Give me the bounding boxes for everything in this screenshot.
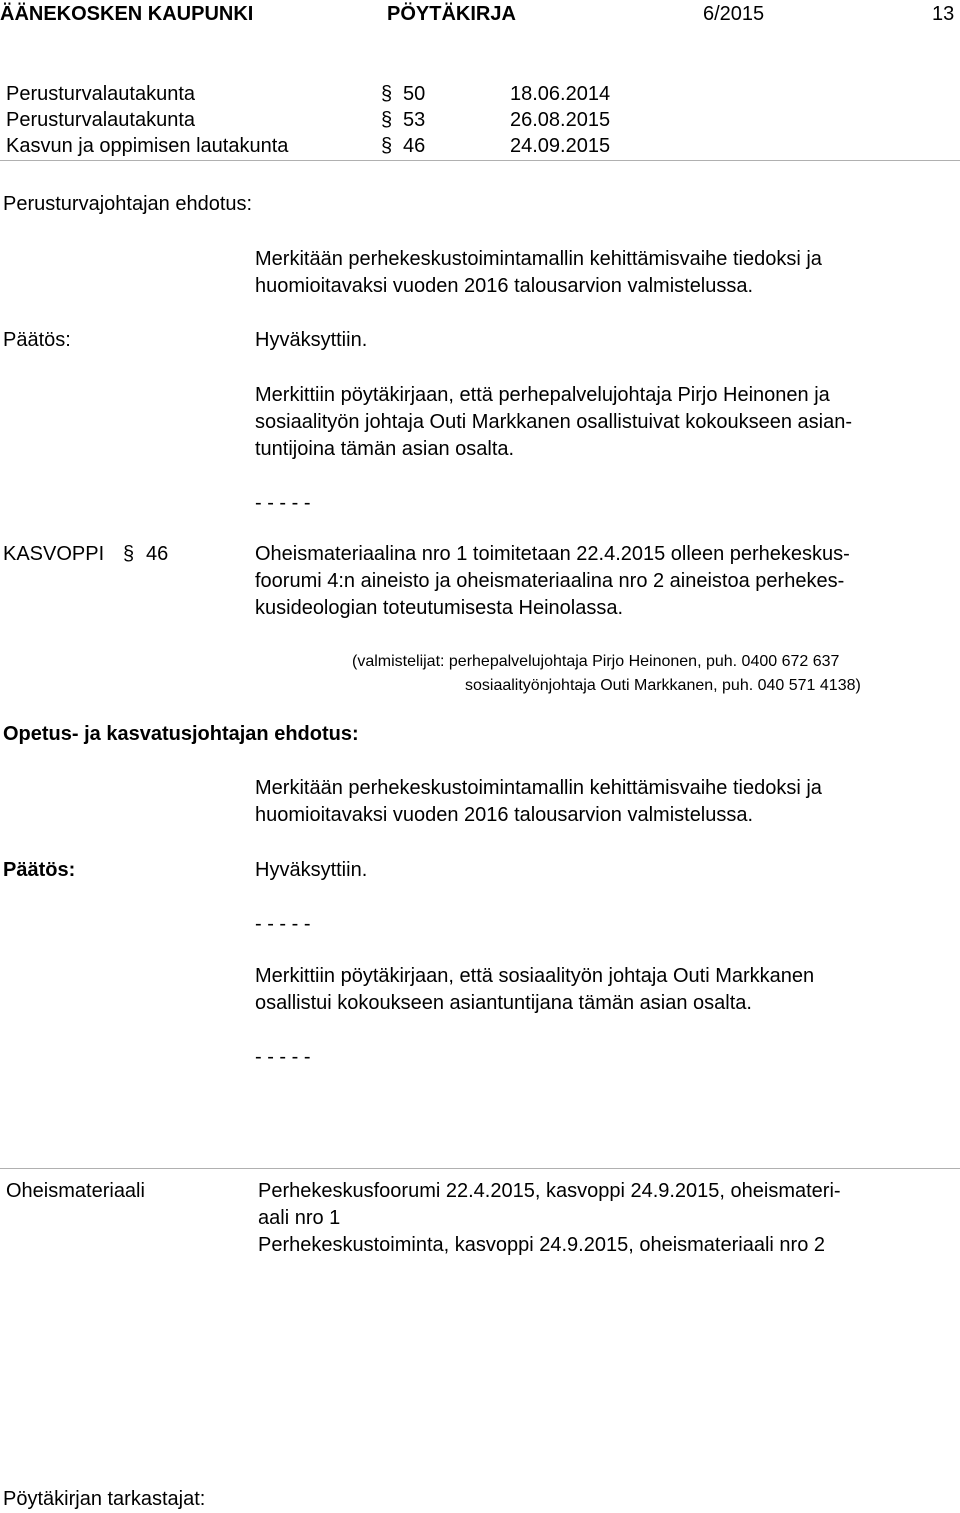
separator: - - - - - — [255, 492, 311, 514]
decision-text: Hyväksyttiin. — [255, 859, 368, 881]
perusturva-heading: Perusturvajohtajan ehdotus: — [3, 193, 253, 215]
history-date: 18.06.2014 — [510, 83, 611, 105]
decision-text: Hyväksyttiin. — [255, 329, 368, 351]
separator: - - - - - — [255, 1046, 311, 1068]
note-line: Merkittiin pöytäkirjaan, että sosiaalityön johtaja Outi Markkanen — [255, 965, 815, 987]
text-line: foorumi 4:n aineisto ja oheismateriaalina nro 2 aineistoa perhekes- — [255, 570, 845, 592]
org-name: ÄÄNEKOSKEN KAUPUNKI — [0, 3, 254, 25]
kasvoppi-text — [255, 541, 945, 622]
section-icon: § — [381, 83, 393, 105]
separator: - - - - - — [255, 913, 311, 935]
history-date: 24.09.2015 — [510, 135, 611, 157]
history-section: 46 — [403, 135, 426, 157]
attachment-line: aali nro 1 — [258, 1207, 341, 1229]
history-body: Kasvun ja oppimisen lautakunta — [6, 135, 289, 157]
decision-label: Päätös: — [3, 329, 71, 351]
kasvoppi-number: 46 — [146, 543, 169, 565]
proposal-line: Merkitään perhekeskustoimintamallin kehittämisvaihe tiedoksi ja — [255, 248, 822, 270]
reviewers-label: Pöytäkirjan tarkastajat: — [3, 1488, 206, 1510]
kasvoppi-note — [255, 963, 945, 1017]
history-section: 50 — [403, 83, 426, 105]
note-line: tuntijoina tämän asian osalta. — [255, 438, 515, 460]
kasvoppi-proposal — [255, 775, 945, 829]
page-number: 13 — [932, 3, 955, 25]
proposal-line: Merkitään perhekeskustoimintamallin kehittämisvaihe tiedoksi ja — [255, 777, 822, 799]
history-date: 26.08.2015 — [510, 109, 611, 131]
section-icon: § — [381, 109, 393, 131]
history-rule — [0, 160, 960, 161]
preparers-line: (valmistelijat: perhepalvelujohtaja Pirjo Heinonen, puh. 0400 672 637 — [352, 653, 840, 670]
preparers-line: sosiaalityönjohtaja Outi Markkanen, puh. 040 571 4138) — [465, 677, 861, 694]
history-section: 53 — [403, 109, 426, 131]
note-line: Merkittiin pöytäkirjaan, että perhepalvelujohtaja Pirjo Heinonen ja — [255, 384, 830, 406]
attachments-list — [258, 1178, 948, 1259]
section-icon: § — [123, 543, 135, 565]
attachments-rule — [0, 1168, 960, 1169]
text-line: kusideologian toteutumisesta Heinolassa. — [255, 597, 623, 619]
kasvoppi-label: KASVOPPI — [3, 543, 105, 565]
decision-label: Päätös: — [3, 859, 76, 881]
text-line: Oheismateriaalina nro 1 toimitetaan 22.4.2015 olleen perhekeskus- — [255, 543, 850, 565]
attachment-line: Perhekeskustoiminta, kasvoppi 24.9.2015, oheismateriaali nro 2 — [258, 1234, 825, 1256]
proposal-line: huomioitavaksi vuoden 2016 talousarvion valmistelussa. — [255, 275, 754, 297]
history-body: Perusturvalautakunta — [6, 83, 196, 105]
perusturva-note — [255, 382, 945, 463]
section-icon: § — [381, 135, 393, 157]
proposal-line: huomioitavaksi vuoden 2016 talousarvion valmistelussa. — [255, 804, 754, 826]
perusturva-proposal — [255, 246, 945, 300]
note-line: sosiaalityön johtaja Outi Markkanen osallistuivat kokoukseen asian- — [255, 411, 852, 433]
attachment-line: Perhekeskusfoorumi 22.4.2015, kasvoppi 24.9.2015, oheismateri- — [258, 1180, 841, 1202]
note-line: osallistui kokoukseen asiantuntijana tämän asian osalta. — [255, 992, 752, 1014]
attachments-label: Oheismateriaali — [6, 1180, 145, 1202]
issue-number: 6/2015 — [703, 3, 765, 25]
doc-type: PÖYTÄKIRJA — [387, 3, 516, 25]
history-body: Perusturvalautakunta — [6, 109, 196, 131]
opetus-heading: Opetus- ja kasvatusjohtajan ehdotus: — [3, 723, 359, 745]
